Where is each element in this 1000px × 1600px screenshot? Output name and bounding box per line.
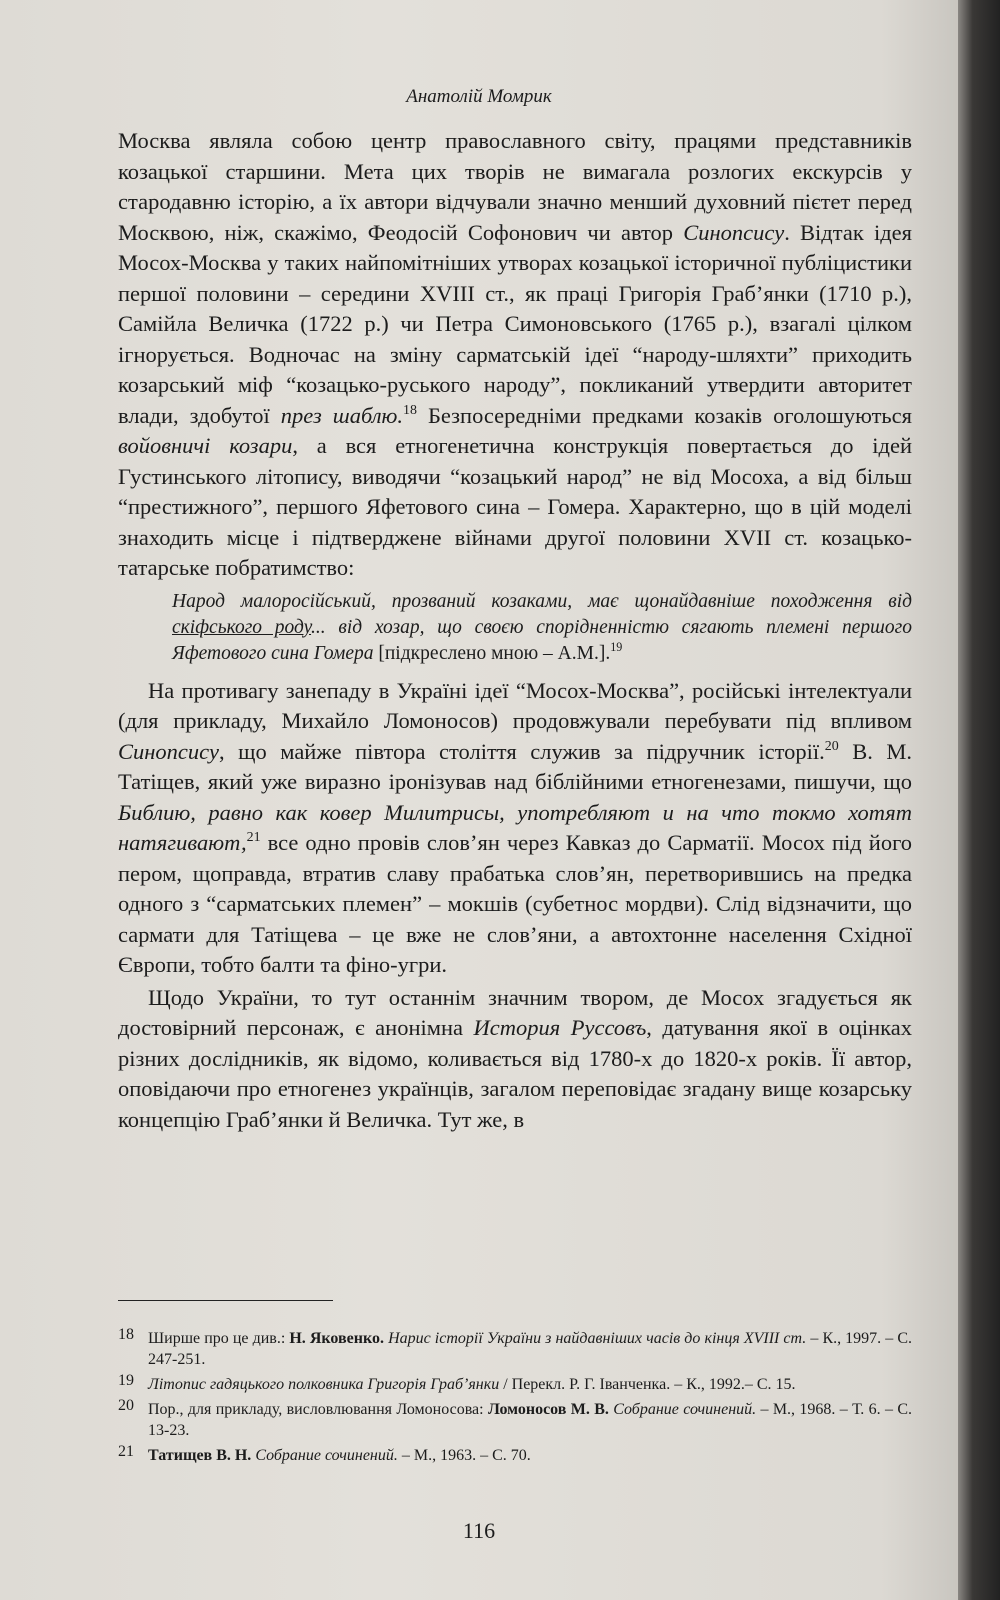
footnote-ref-20: 20 [824, 738, 839, 754]
footnote-20: 20 Пор., для прикладу, висловлювання Ломоносова: Ломоносов М. В. Собрание сочинений. – М., 1968. – Т. 6. – С. 13-23. [118, 1397, 912, 1439]
footnote-ref-19: 19 [610, 639, 623, 654]
footnote-separator [118, 1300, 333, 1301]
page-number: 116 [462, 1518, 496, 1543]
block-quote: Народ малоросійський, прозваний козаками, має щонайдавніше походження від скіфського роду... від хозар, що своєю спорідненністю сягають племені першого Яфетового сина Гомера [підкреслено мною – А.М.].$^{19}$ [172, 590, 912, 664]
footnote-19: 19 Літопис гадяцького полковника Григорія Граб’янки / Перекл. Р. Г. Іванченка. – К., 1992.– С. 15. [118, 1372, 796, 1393]
paragraph-3: Щодо України, то тут останнім значним твором, де Мосох згадується як достовірний персонаж, є анонімна История Руссовъ, датування якої в оцінках різних дослідників, як відомо, коливається від 1780-х до 1820-х років. Її автор, оповідаючи про етногенез українців, загалом переповідає згадану вище козарську концепцію Граб’янки й Величка. Тут же, в [118, 984, 912, 1132]
footnote-18: 18 Ширше про це див.: Н. Яковенко. Нарис історії України з найдавніших часів до кінця XVIII ст. – К., 1997. – С. 247-251. [118, 1326, 913, 1368]
footnote-ref-18: 18 [403, 402, 417, 418]
running-head: Анатолій Момрик [406, 86, 552, 107]
footnotes [118, 1328, 912, 1470]
book-spine-shadow [958, 0, 1000, 1600]
footnote-21: 21 Татищев В. Н. Собрание сочинений. – М., 1963. – С. 70. [118, 1443, 531, 1464]
paragraph-1: Москва являла собою центр православного світу, працями представників козацької старшини. Мета цих творів не вимагала розлогих екскурсів у стародавню історію, а їх автори відчували значно менший духовний пієтет перед Москвою, ніж, скажімо, Феодосій Софонович чи автор Синопсису. Відтак ідея Мосох-Москва у таких найпомітніших утворах козацької історичної публіцистики першої половини – середини XVIII ст., як праці Григорія Граб’янки (1710 р.), Самійла Величка (1722 р.) чи Петра Симоновського (1765 р.), взагалі цілком ігнорується. Водночас на зміну сарматській ідеї “народу-шляхти” приходить козарський міф “козацько-руського народу”, покликаний утвердити авторитет влади, здобутої през шаблю.$^{18}$ Безпосередніми предками козаків оголошуються войовничі козари, а вся етногенетична конструкція повертається до ідей Густинського літопису, виводячи “козацький народ” не від Мосоха, а від більш “престижного”, першого Яфетового сина – Гомера. Характерно, що в цій моделі знаходить місце і підтверджене війнами другої половини XVII ст. козацько-татарське побратимство: [118, 128, 913, 580]
paragraph-2: На противагу занепаду в Україні ідеї “Мосох-Москва”, російські інтелектуали (для прикладу, Михайло Ломоносов) продовжували перебувати під впливом Синопсису, що майже півтора століття служив за підручник історії.$^{20}$ В. М. Татіщев, який уже виразно іронізував над біблійними етногенезами, пишучи, що Библию, равно как ковер Милитрисы, употребляют и на что токмо хотят натягивают,$^{21}$ все одно провів слов’ян через Кавказ до Сарматії. Мосох під його пером, щоправда, втратив славу прабатька слов’ян, перетворившись на предка одного з “сарматських племен” – мокшів (субетнос мордви). Слід відзначити, що сармати для Татіщева – це вже не слов’яни, а автохтонне населення Східної Європи, тобто балти та фіно-угри. [118, 677, 913, 977]
body-text [118, 126, 912, 1135]
footnote-ref-21: 21 [246, 829, 261, 845]
